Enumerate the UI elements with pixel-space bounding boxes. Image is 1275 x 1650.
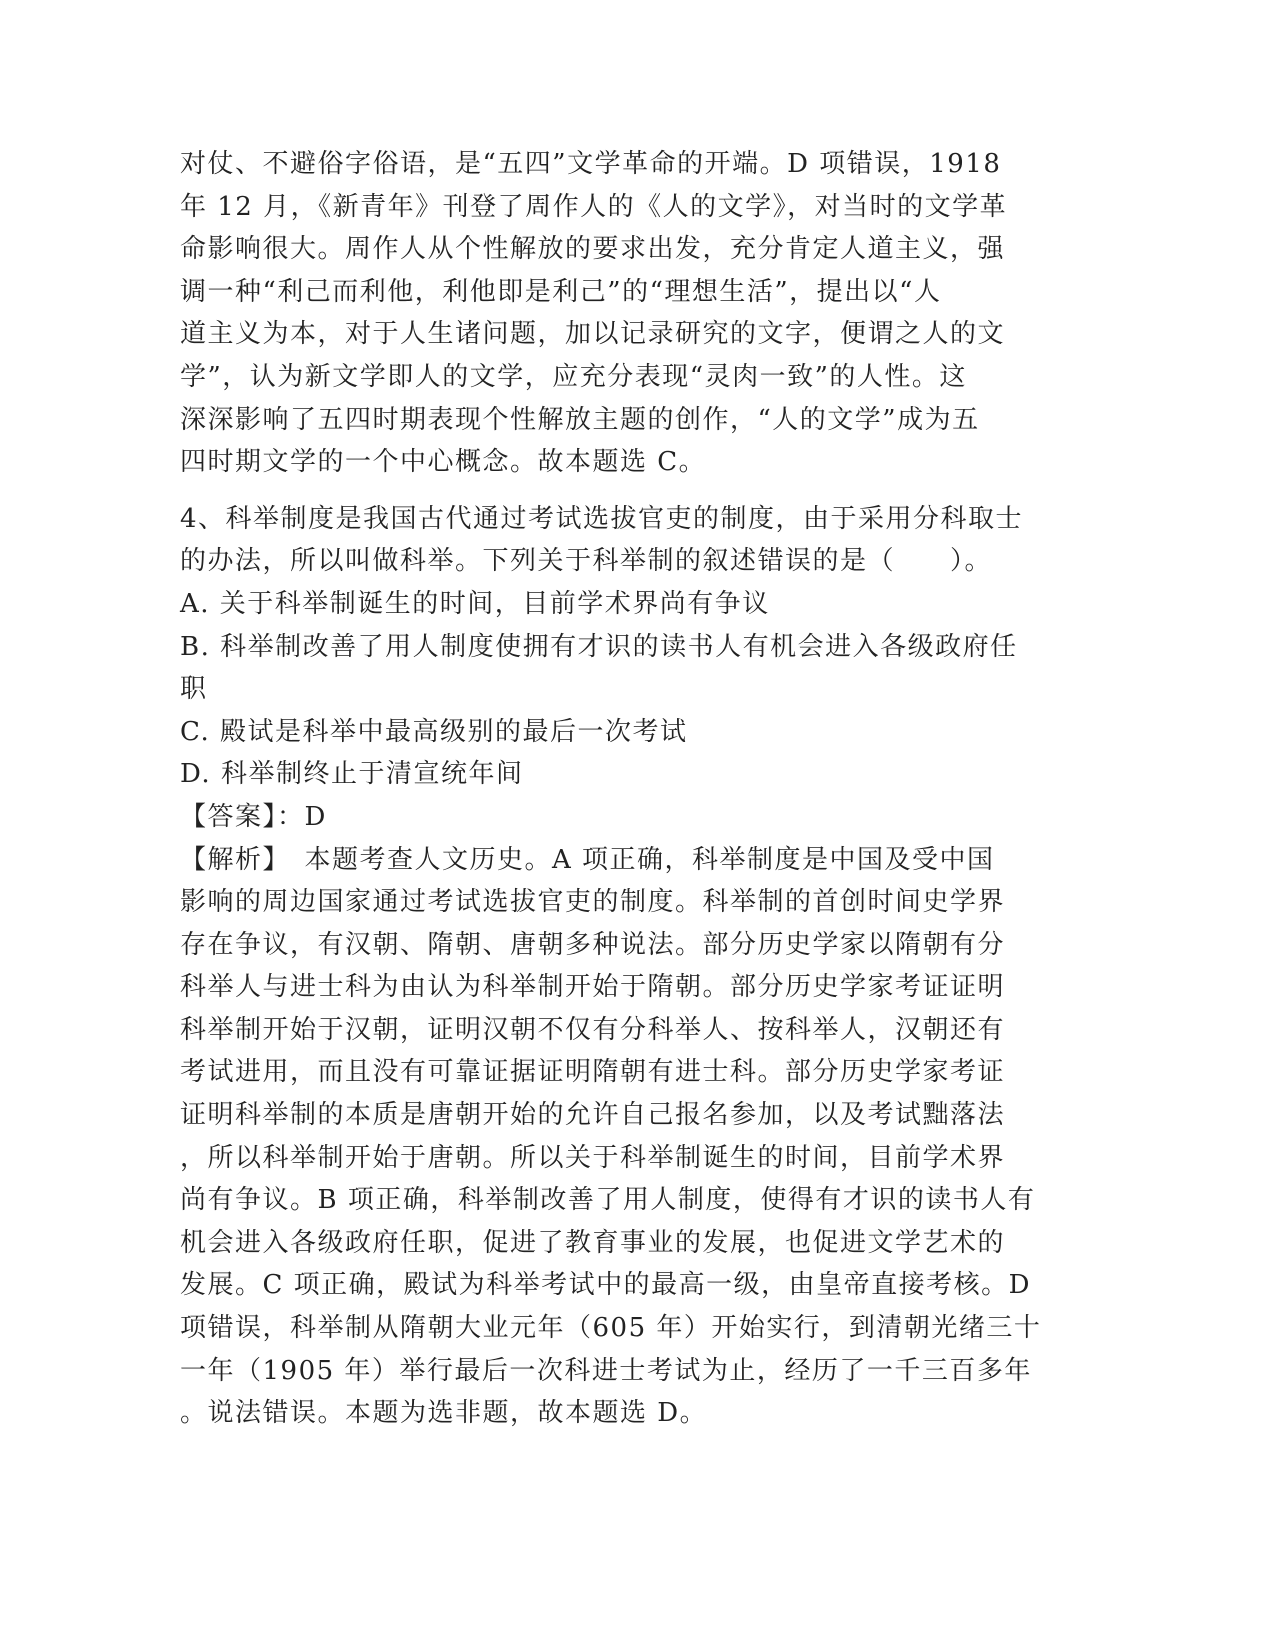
analysis-line: ，所以科举制开始于唐朝。所以关于科举制诞生的时间，目前学术界: [180, 1142, 1006, 1173]
analysis-line: 【解析】 本题考查人文历史。A 项正确，科举制度是中国及受中国: [180, 844, 995, 875]
option-b: [180, 626, 1080, 711]
text-line: 调一种“利己而利他，利他即是利己”的“理想生活”，提出以“人: [180, 276, 942, 307]
option-d: [180, 753, 1080, 796]
analysis-line: 尚有争议。B 项正确，科举制改善了用人制度，使得有才识的读书人有: [180, 1185, 1036, 1216]
text-line: 四时期文学的一个中心概念。故本题选 C。: [180, 447, 707, 478]
option-line: A. 关于科举制诞生的时间，目前学术界尚有争议: [180, 588, 770, 619]
analysis: [180, 839, 1080, 1435]
option-line: D. 科举制终止于清宣统年间: [180, 759, 524, 790]
answer-line: 【答案】：D: [180, 801, 327, 832]
text-line: 道主义为本，对于人生诸问题，加以记录研究的文字，便谓之人的文: [180, 319, 1006, 350]
text-line: 对仗、不避俗字俗语，是“五四”文学革命的开端。D 项错误，1918: [180, 149, 1002, 179]
paragraph-gap: [180, 484, 1080, 498]
option-line: C. 殿试是科举中最高级别的最后一次考试: [180, 716, 688, 747]
text-line: 命影响很大。周作人从个性解放的要求出发，充分肯定人道主义，强: [180, 234, 1006, 265]
analysis-line: 项错误，科举制从隋朝大业元年（605 年）开始实行，到清朝光绪三十: [180, 1313, 1042, 1344]
analysis-line: 科举人与进士科为由认为科举制开始于隋朝。部分历史学家考证证明: [180, 972, 1006, 1003]
previous-explanation: [180, 143, 1080, 484]
text-line: 学”，认为新文学即人的文学，应充分表现“灵肉一致”的人性。这: [180, 361, 967, 392]
document-page: [180, 143, 1080, 1435]
text-line: 4、科举制度是我国古代通过考试选拔官吏的制度，由于采用分科取士: [180, 503, 1024, 534]
option-a: [180, 583, 1080, 626]
analysis-line: 发展。C 项正确，殿试为科举考试中的最高一级，由皇帝直接考核。D: [180, 1270, 1032, 1301]
option-c: [180, 711, 1080, 754]
question-block: [180, 498, 1080, 1435]
option-line: B. 科举制改善了用人制度使拥有才识的读书人有机会进入各级政府任: [180, 631, 1018, 662]
analysis-line: 科举制开始于汉朝，证明汉朝不仅有分科举人、按科举人，汉朝还有: [180, 1014, 1006, 1045]
analysis-line: 考试进用，而且没有可靠证据证明隋朝有进士科。部分历史学家考证: [180, 1057, 1006, 1088]
text-line: 的办法，所以叫做科举。下列关于科举制的叙述错误的是（ ）。: [180, 546, 993, 577]
question-stem: [180, 498, 1080, 583]
analysis-line: 。说法错误。本题为选非题，故本题选 D。: [180, 1398, 708, 1429]
option-line: 职: [180, 674, 208, 705]
analysis-line: 影响的周边国家通过考试选拔官吏的制度。科举制的首创时间史学界: [180, 887, 1006, 918]
analysis-line: 证明科举制的本质是唐朝开始的允许自己报名参加，以及考试黜落法: [180, 1100, 1006, 1131]
text-line: 深深影响了五四时期表现个性解放主题的创作，“人的文学”成为五: [180, 404, 980, 435]
text-line: 年 12 月，《新青年》刊登了周作人的《人的文学》，对当时的文学革: [180, 191, 1008, 222]
analysis-line: 机会进入各级政府任职，促进了教育事业的发展，也促进文学艺术的: [180, 1227, 1006, 1258]
analysis-line: 存在争议，有汉朝、隋朝、唐朝多种说法。部分历史学家以隋朝有分: [180, 929, 1006, 960]
analysis-line: 一年（1905 年）举行最后一次科进士考试为止，经历了一千三百多年: [180, 1355, 1032, 1386]
